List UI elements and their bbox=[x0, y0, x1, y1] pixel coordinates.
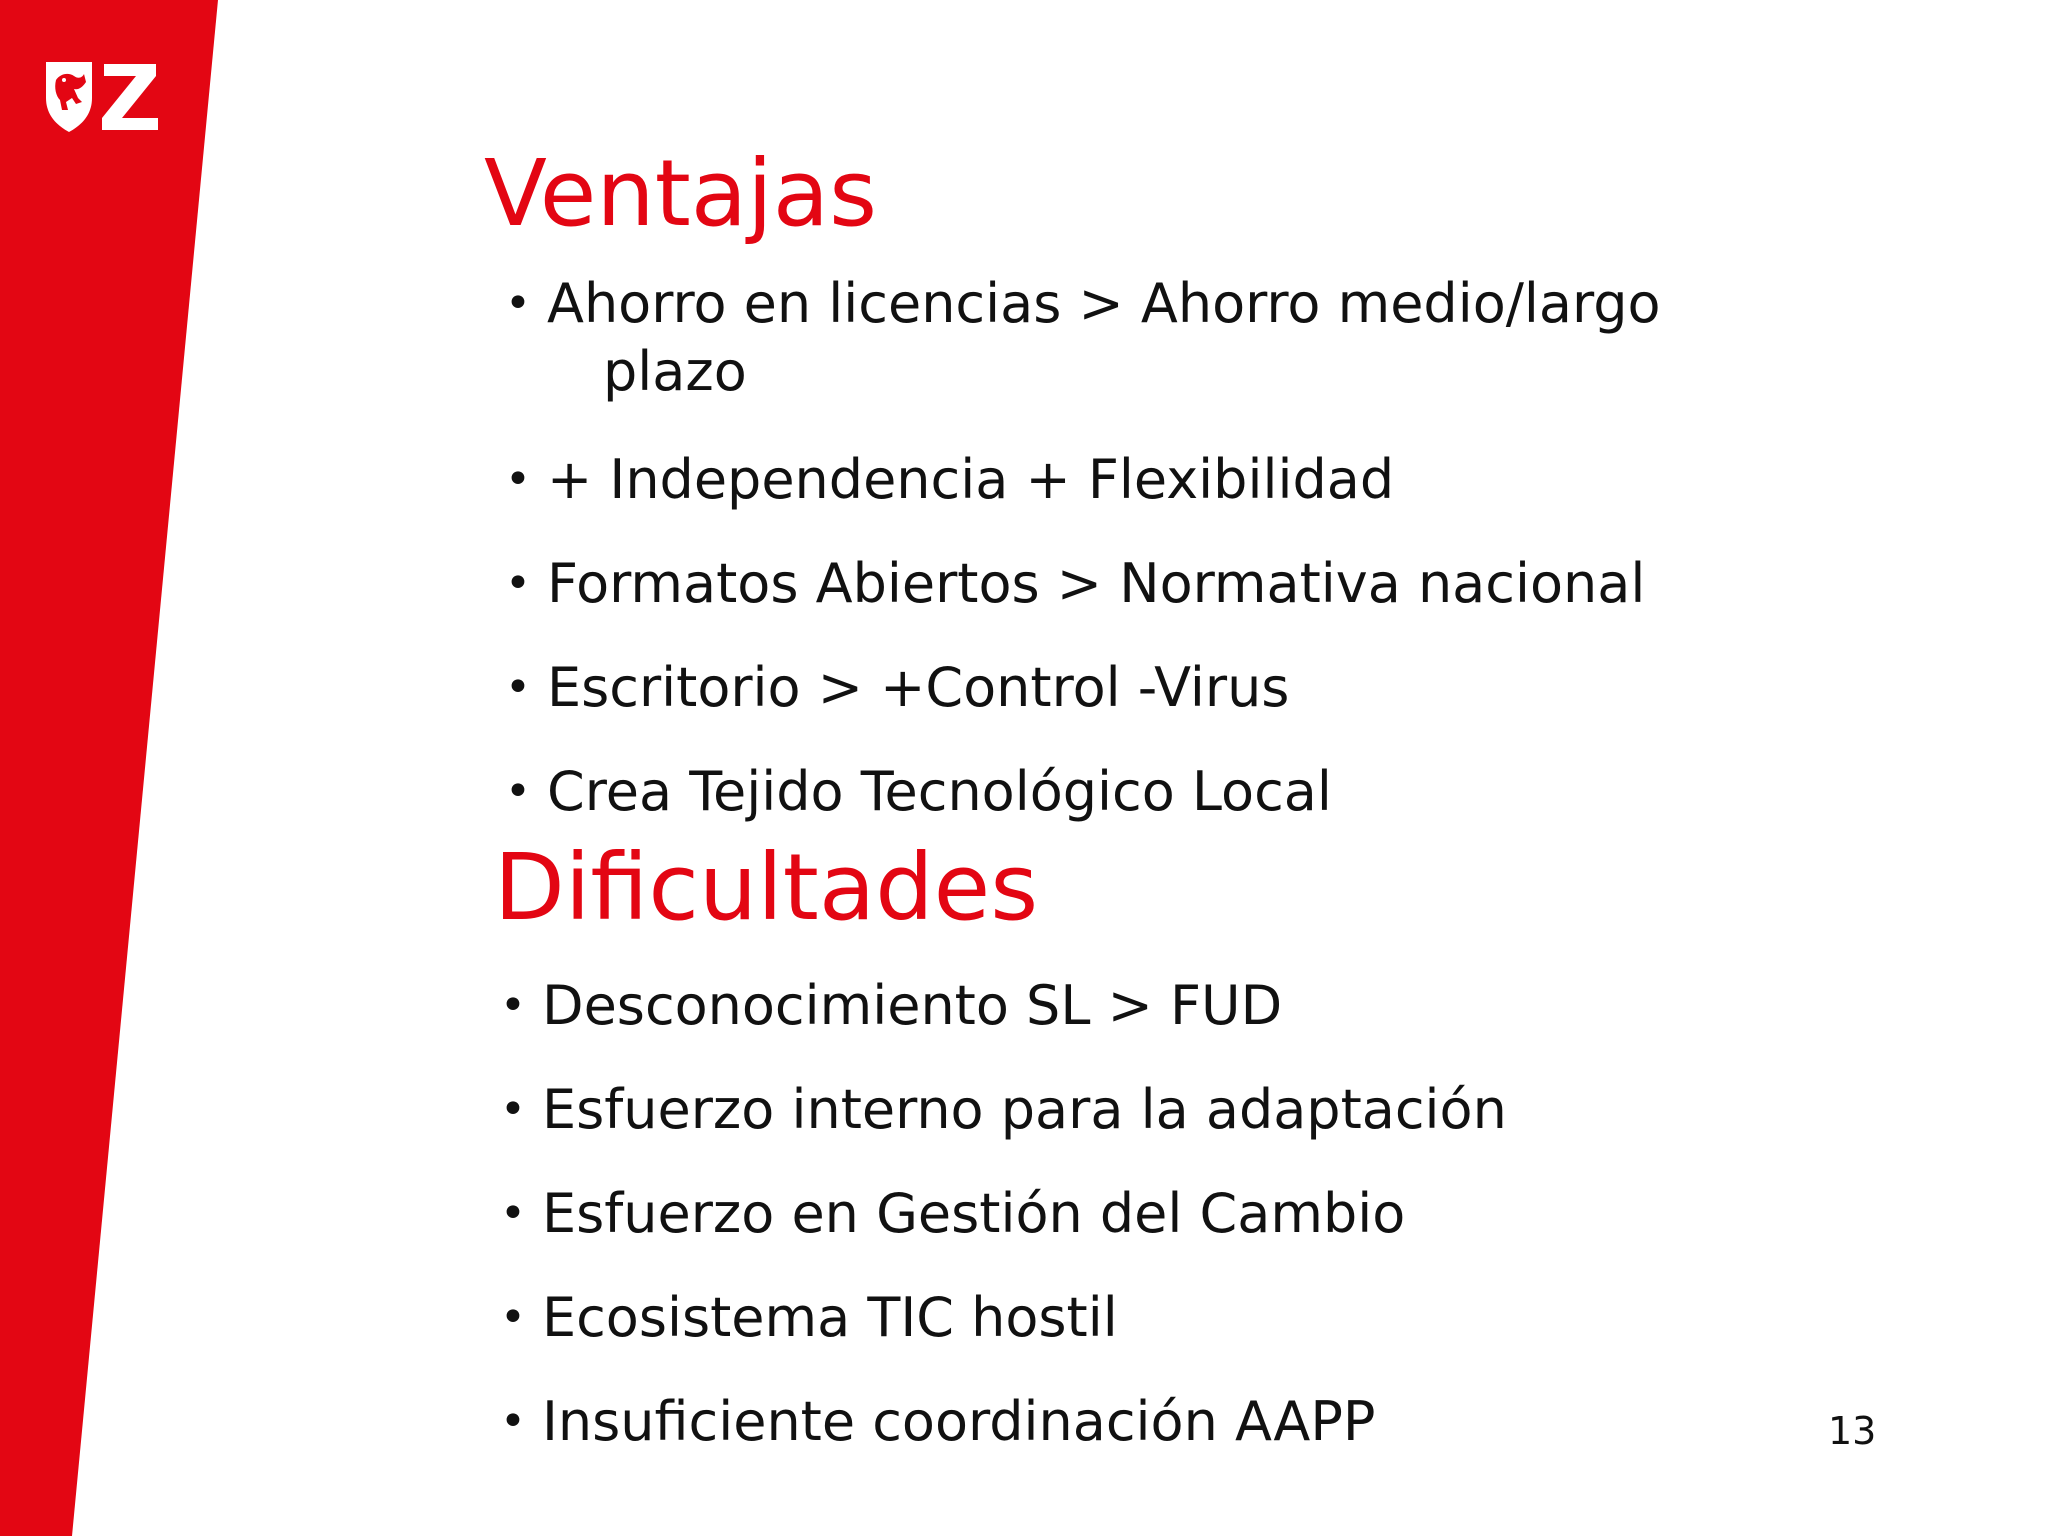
bullet-icon: • bbox=[500, 1188, 526, 1239]
bullet-icon: • bbox=[505, 662, 531, 713]
bullet-icon: • bbox=[505, 766, 531, 817]
bullet-icon: • bbox=[500, 1084, 526, 1135]
list-item-text: Insuficiente coordinación AAPP bbox=[542, 1390, 1376, 1453]
bullet-icon: • bbox=[505, 454, 531, 505]
list-item-text: Ahorro en licencias > Ahorro medio/largo bbox=[547, 272, 1661, 335]
list-item-text: Ecosistema TIC hostil bbox=[542, 1286, 1118, 1349]
list-item-text: Desconocimiento SL > FUD bbox=[542, 974, 1283, 1037]
list-item-text: Crea Tejido Tecnológico Local bbox=[547, 760, 1332, 823]
list-item bbox=[505, 446, 1394, 514]
page-number: 13 bbox=[1828, 1409, 1877, 1453]
list-item-text: Esfuerzo en Gestión del Cambio bbox=[542, 1182, 1406, 1245]
bullet-icon: • bbox=[505, 558, 531, 609]
list-item bbox=[505, 270, 1661, 406]
shield-lion-icon bbox=[46, 62, 92, 132]
zaragoza-logo bbox=[44, 58, 160, 134]
bullet-icon: • bbox=[505, 278, 531, 329]
bullet-icon: • bbox=[500, 1396, 526, 1447]
ventajas-title: Ventajas bbox=[484, 140, 878, 247]
bullet-icon: • bbox=[500, 1292, 526, 1343]
list-item bbox=[505, 654, 1289, 722]
list-item bbox=[500, 1076, 1507, 1144]
list-item-text: + Independencia + Flexibilidad bbox=[547, 448, 1395, 511]
list-item bbox=[500, 1180, 1405, 1248]
z-letter bbox=[102, 64, 158, 130]
list-item-text-continued: plazo bbox=[603, 340, 747, 403]
list-item bbox=[500, 972, 1282, 1040]
list-item bbox=[505, 758, 1332, 826]
bullet-icon: • bbox=[500, 980, 526, 1031]
list-item bbox=[505, 550, 1645, 618]
list-item-text: Formatos Abiertos > Normativa nacional bbox=[547, 552, 1646, 615]
list-item bbox=[500, 1284, 1118, 1352]
dificultades-title: Dificultades bbox=[494, 834, 1039, 941]
list-item-text: Esfuerzo interno para la adaptación bbox=[542, 1078, 1507, 1141]
list-item bbox=[500, 1388, 1375, 1456]
list-item-text: Escritorio > +Control -Virus bbox=[547, 656, 1290, 719]
